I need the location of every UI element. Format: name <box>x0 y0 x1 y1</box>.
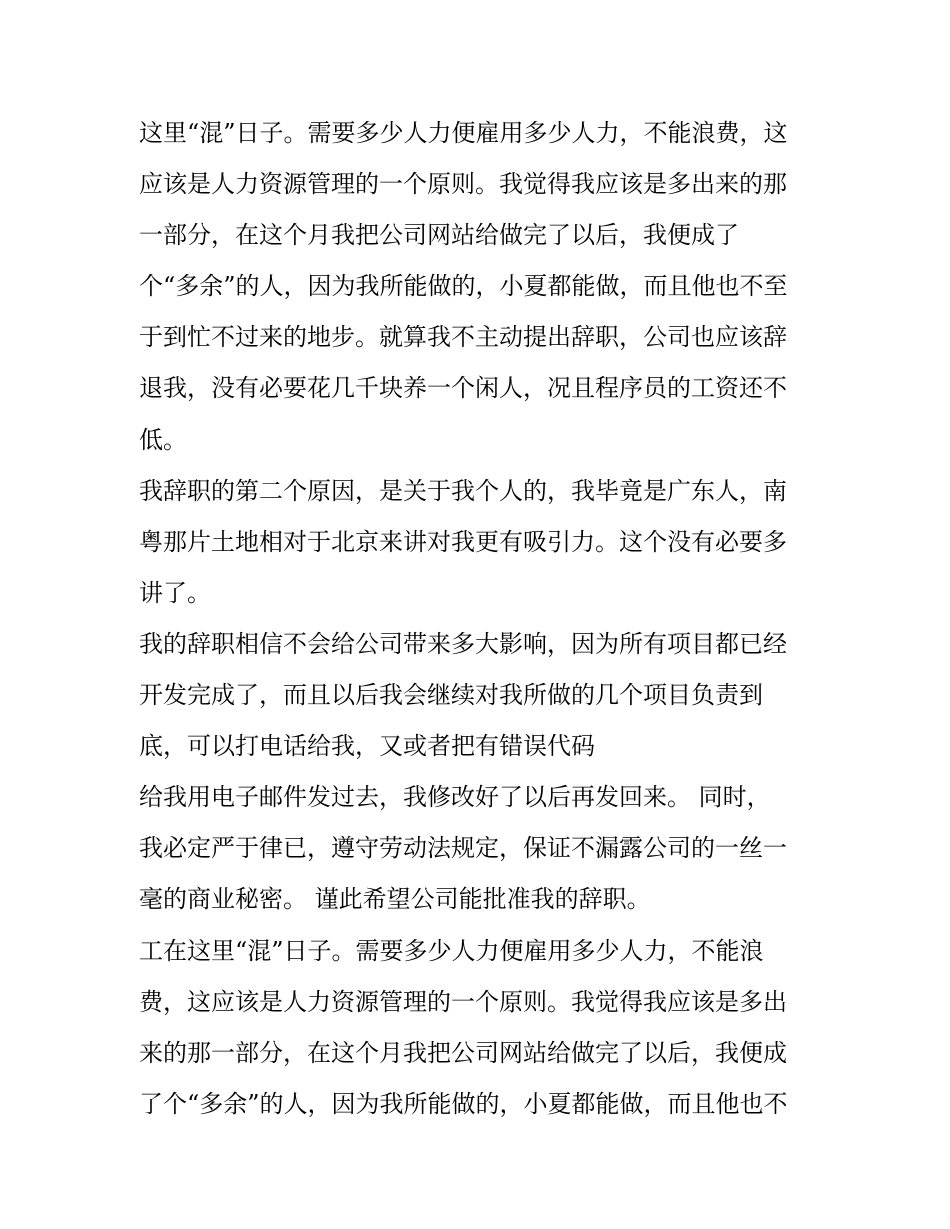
text-line: 于到忙不过来的地步。就算我不主动提出辞职，公司也应该辞 <box>139 323 787 352</box>
text-line: 个“多余”的人，因为我所能做的，小夏都能做，而且他也不至 <box>139 272 788 301</box>
text-line: 工在这里“混”日子。需要多少人力便雇用多少人力，不能浪 <box>139 936 764 965</box>
text-line: 我必定严于律已，遵守劳动法规定，保证不漏露公司的一丝一 <box>139 834 787 863</box>
text-line: 退我，没有必要花几千块养一个闲人，况且程序员的工资还不 <box>139 374 787 403</box>
text-line: 我的辞职相信不会给公司带来多大影响，因为所有项目都已经 <box>139 629 787 658</box>
text-line: 低。 <box>139 425 187 454</box>
text-line: 来的那一部分，在这个月我把公司网站给做完了以后，我便成 <box>139 1038 787 1067</box>
text-line: 底，可以打电话给我，又或者把有错误代码 <box>139 732 595 761</box>
text-line: 讲了。 <box>139 578 211 607</box>
text-line: 粤那片土地相对于北京来讲对我更有吸引力。这个没有必要多 <box>139 527 787 556</box>
text-line: 费，这应该是人力资源管理的一个原则。我觉得我应该是多出 <box>139 987 787 1016</box>
text-line: 了个“多余”的人，因为我所能做的，小夏都能做，而且他也不 <box>139 1089 788 1118</box>
text-line: 这里“混”日子。需要多少人力便雇用多少人力，不能浪费，这 <box>139 119 788 147</box>
document-body <box>139 108 819 1130</box>
text-line: 毫的商业秘密。 谨此希望公司能批准我的辞职。 <box>139 885 651 914</box>
text-line: 一部分，在这个月我把公司网站给做完了以后，我便成了 <box>139 221 739 250</box>
text-line: 应该是人力资源管理的一个原则。我觉得我应该是多出来的那 <box>139 170 787 199</box>
text-line: 开发完成了，而且以后我会继续对我所做的几个项目负责到 <box>139 681 763 710</box>
text-line: 我辞职的第二个原因，是关于我个人的，我毕竟是广东人，南 <box>139 476 787 505</box>
text-line: 给我用电子邮件发过去，我修改好了以后再发回来。 同时， <box>139 783 771 812</box>
